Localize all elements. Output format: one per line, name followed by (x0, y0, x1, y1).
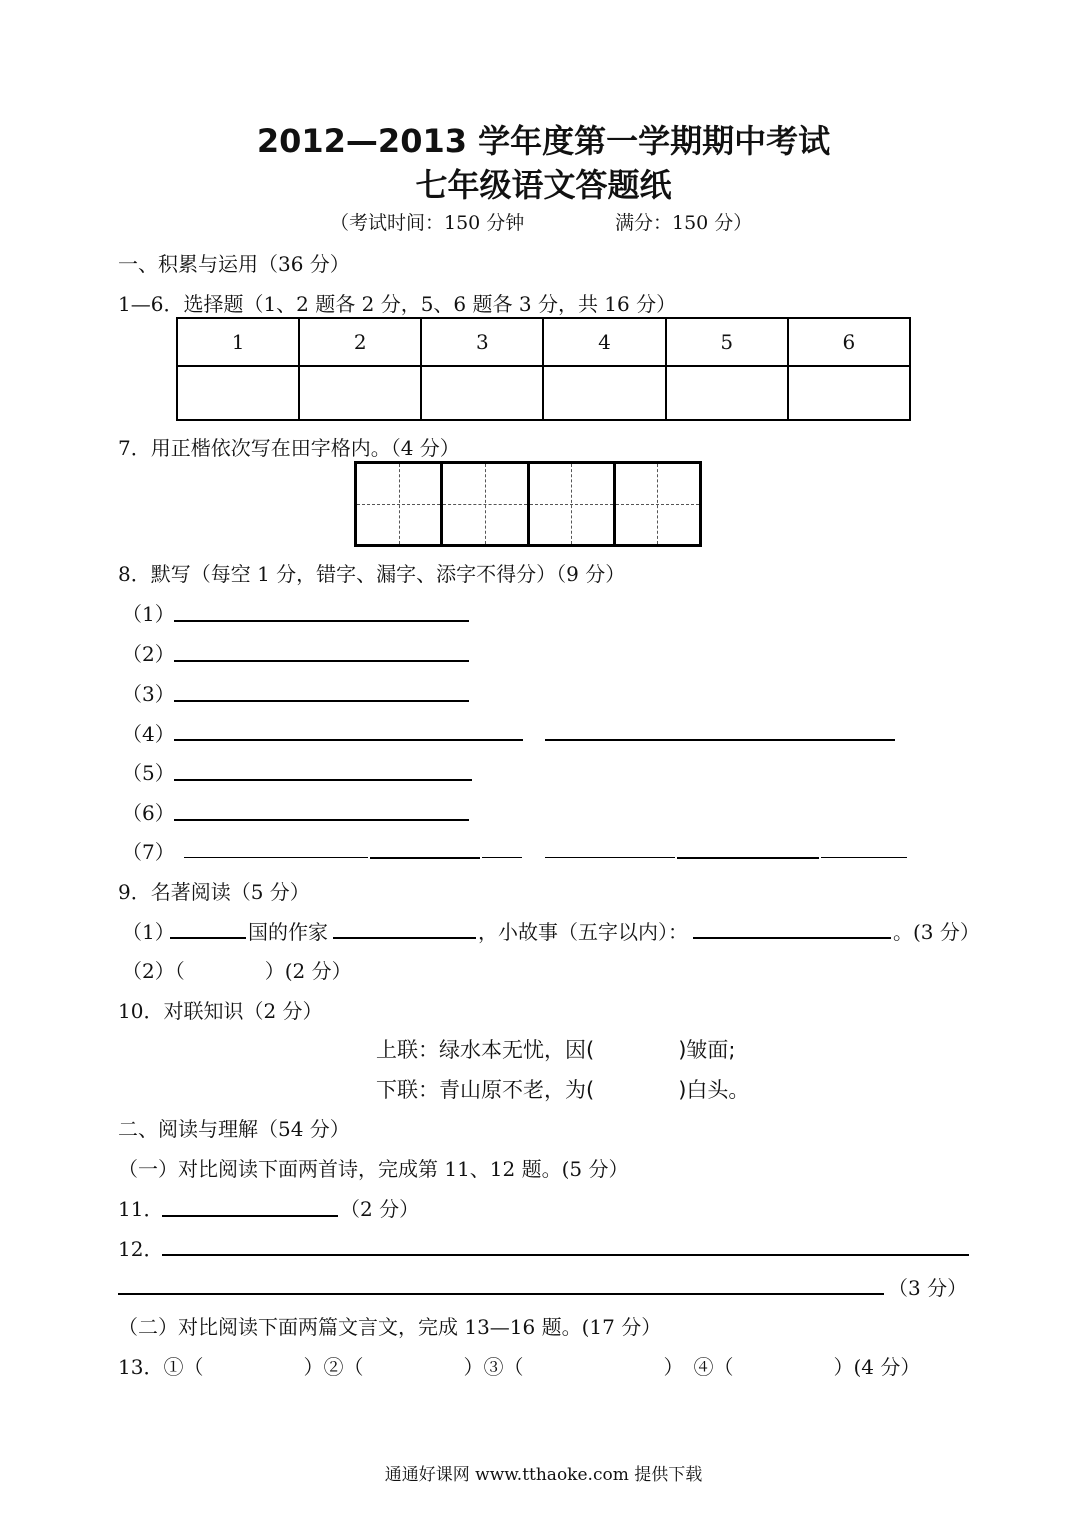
section1-intro: （一）对比阅读下面两首诗，完成第 11、12 题。(5 分） (118, 1157, 629, 1181)
q8-answer-line[interactable] (184, 857, 368, 858)
q8-answer-line[interactable] (370, 857, 480, 859)
choice-answer-table (176, 317, 911, 421)
q8-answer-line[interactable] (174, 819, 469, 821)
choice-col-header: 6 (788, 318, 910, 366)
q9-label: 9．名著阅读（5 分） (118, 880, 310, 904)
exam-time: （考试时间：150 分钟 (330, 212, 525, 234)
page-subtitle: 七年级语文答题纸 (415, 166, 672, 204)
choice-col-header: 5 (666, 318, 788, 366)
q8-item-number: （7） (122, 840, 175, 864)
couplet-upper: 上联：绿水本无忧，因( )皱面; (376, 1038, 736, 1062)
q8-answer-line[interactable] (174, 620, 469, 622)
q8-answer-line[interactable] (545, 857, 675, 858)
footer-source: 通通好课网 www.tthaoke.com 提供下载 (384, 1465, 703, 1485)
q9-sub1-number: （1） (122, 920, 175, 944)
q8-answer-line[interactable] (821, 857, 907, 858)
q9-author-blank[interactable] (333, 937, 476, 939)
q8-answer-line[interactable] (545, 739, 895, 741)
page-title: 2012—2013 学年度第一学期期中考试 (256, 122, 831, 160)
q11-number: 11． (118, 1197, 164, 1221)
q7-label: 7．用正楷依次写在田字格内。（4 分） (118, 436, 460, 460)
q8-item-number: （4） (122, 722, 175, 746)
q8-item-number: （1） (122, 602, 175, 626)
q8-answer-line[interactable] (174, 779, 472, 781)
q8-answer-line[interactable] (174, 660, 469, 662)
q9-country-blank[interactable] (170, 937, 246, 939)
choice-answer-cell[interactable] (666, 366, 788, 420)
choice-answer-cell[interactable] (177, 366, 299, 420)
q12-score: （3 分） (888, 1276, 968, 1300)
section2-intro: （二）对比阅读下面两篇文言文，完成 13—16 题。(17 分） (118, 1315, 662, 1339)
q8-answer-line[interactable] (174, 739, 523, 741)
q13-line: 13．①（ ）②（ ）③（ ） ④（ ）(4 分） (118, 1355, 921, 1379)
q12-answer-line[interactable] (118, 1293, 884, 1295)
q8-answer-line[interactable] (174, 700, 469, 702)
q9-country-text: 国的作家 (248, 920, 328, 944)
q8-item-number: （2） (122, 642, 175, 666)
choice-col-header: 3 (421, 318, 543, 366)
part2-heading: 二、阅读与理解（54 分） (118, 1117, 350, 1141)
q8-label: 8．默写（每空 1 分，错字、漏字、添字不得分）（9 分） (118, 562, 626, 586)
full-score: 满分：150 分） (615, 212, 753, 234)
q9-story-text: ，小故事（五字以内）： (478, 920, 688, 944)
tianzige-cell[interactable] (527, 464, 613, 544)
q8-item-number: （5） (122, 761, 175, 785)
q12-answer-line[interactable] (162, 1254, 969, 1256)
tianzige-cell[interactable] (440, 464, 526, 544)
choice-col-header: 1 (177, 318, 299, 366)
tianzige-cell[interactable] (357, 464, 440, 544)
tianzige-grid (354, 461, 702, 547)
q8-answer-line[interactable] (482, 857, 522, 858)
choice-answer-cell[interactable] (421, 366, 543, 420)
choice-answer-cell[interactable] (543, 366, 665, 420)
q12-number: 12． (118, 1237, 164, 1261)
choice-answer-cell[interactable] (299, 366, 421, 420)
choice-answer-cell[interactable] (788, 366, 910, 420)
choice-col-header: 2 (299, 318, 421, 366)
q1-6-label: 1—6．选择题（1、2 题各 2 分，5、6 题各 3 分，共 16 分） (118, 292, 677, 316)
q11-score: （2 分） (340, 1197, 420, 1221)
choice-col-header: 4 (543, 318, 665, 366)
q9-sub1-score: 。(3 分） (893, 920, 980, 944)
q9-sub2: （2）（ ）(2 分） (122, 959, 352, 983)
part1-heading: 一、积累与运用（36 分） (118, 252, 350, 276)
q8-item-number: （3） (122, 682, 175, 706)
q8-item-number: （6） (122, 801, 175, 825)
q10-label: 10．对联知识（2 分） (118, 999, 323, 1023)
tianzige-cell[interactable] (613, 464, 699, 544)
q8-answer-line[interactable] (677, 857, 819, 859)
q9-story-blank[interactable] (693, 937, 891, 939)
q11-answer-line[interactable] (162, 1215, 338, 1217)
couplet-lower: 下联：青山原不老，为( )白头。 (376, 1078, 750, 1102)
